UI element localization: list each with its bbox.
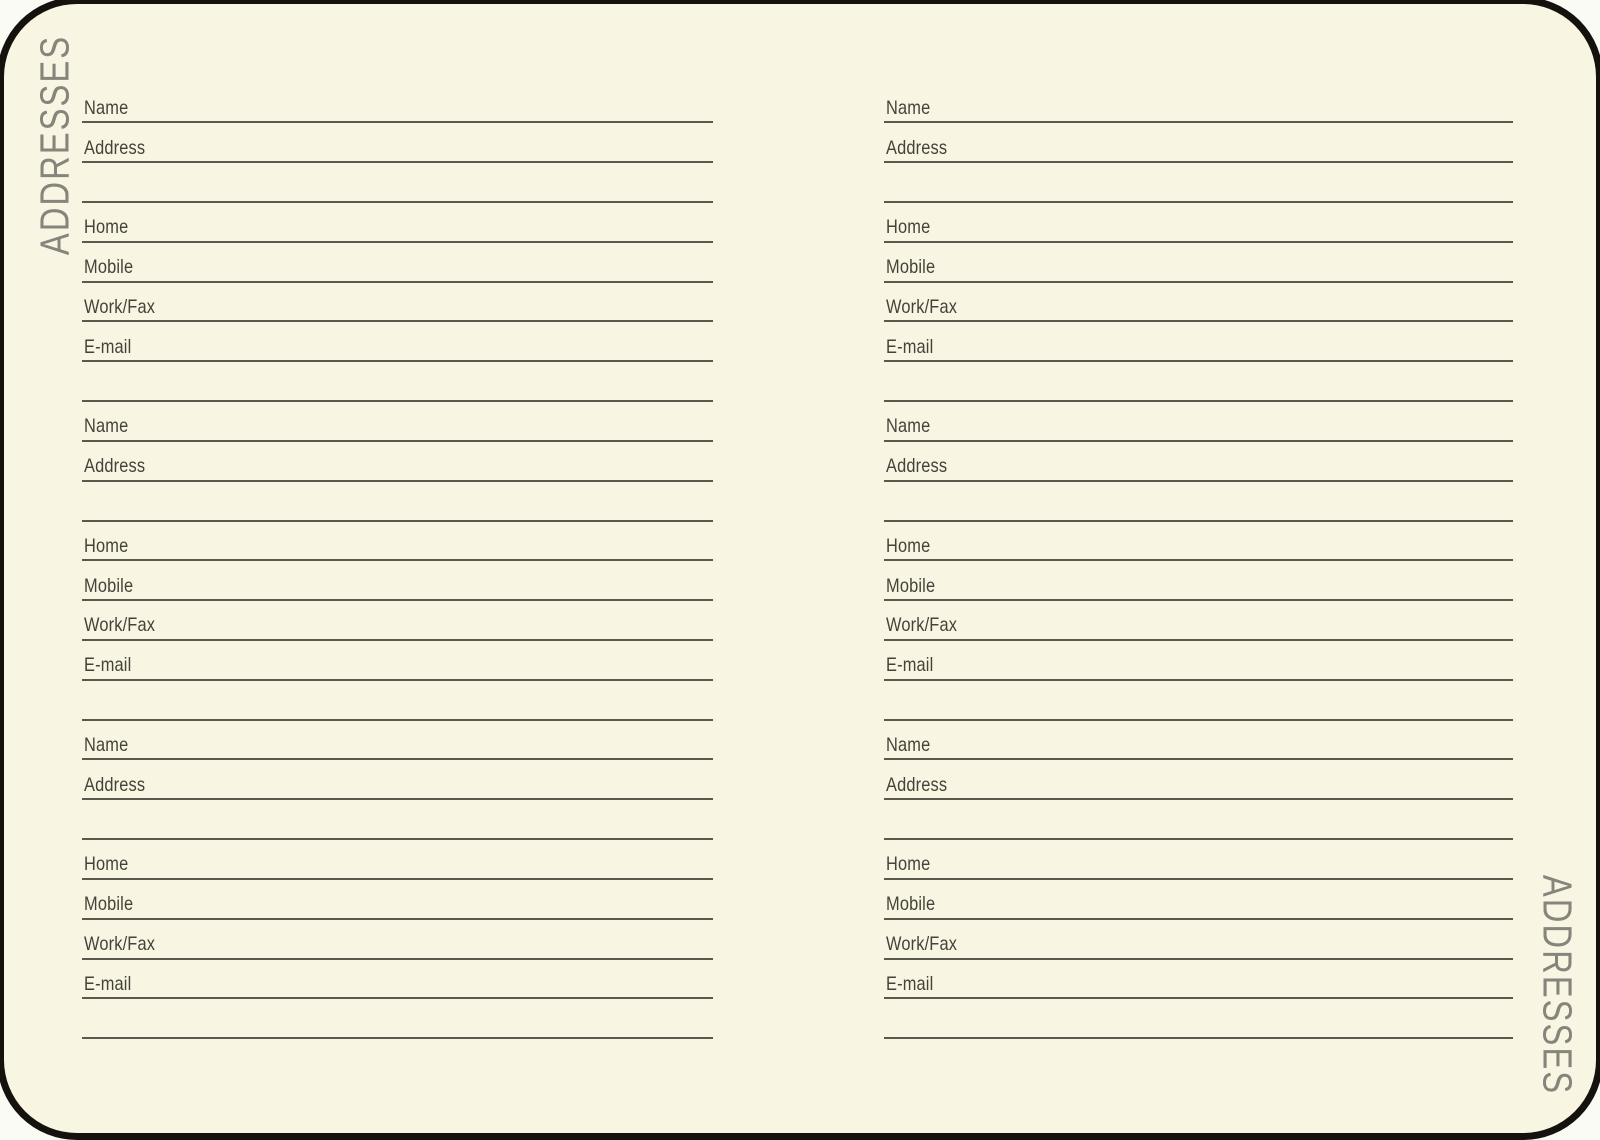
field-label: E-mail (886, 972, 934, 995)
blank-line-row (884, 999, 1513, 1039)
field-label: Work/Fax (886, 933, 958, 956)
field-label: Home (84, 216, 129, 239)
field-row-name (82, 721, 713, 761)
field-row-name (884, 402, 1513, 442)
field-row-work-fax (884, 283, 1513, 323)
blank-line-row (884, 681, 1513, 721)
field-label: Name (886, 96, 931, 119)
field-row-mobile (82, 243, 713, 283)
blank-line-row (884, 163, 1513, 203)
blank-line-row (82, 163, 713, 203)
field-row-name (82, 83, 713, 123)
field-row-e-mail (884, 322, 1513, 362)
field-row-mobile (884, 561, 1513, 601)
field-label: Home (886, 216, 931, 239)
field-row-e-mail (82, 322, 713, 362)
field-row-home (82, 522, 713, 562)
field-row-home (884, 840, 1513, 880)
field-label: E-mail (84, 654, 132, 677)
field-label: E-mail (886, 335, 934, 358)
field-row-address (884, 442, 1513, 482)
field-label: Address (886, 136, 948, 159)
field-label: Name (886, 415, 931, 438)
blank-line-row (884, 800, 1513, 840)
addresses-page-title-right: ADDRESSES (1534, 874, 1581, 1096)
field-label: Mobile (886, 574, 936, 597)
field-row-address (884, 123, 1513, 163)
field-label: Work/Fax (886, 295, 958, 318)
field-row-home (884, 203, 1513, 243)
field-row-mobile (884, 880, 1513, 920)
field-row-address (884, 760, 1513, 800)
field-row-mobile (82, 880, 713, 920)
field-row-home (884, 522, 1513, 562)
field-label: E-mail (84, 972, 132, 995)
field-row-e-mail (82, 960, 713, 1000)
field-label: Name (84, 96, 129, 119)
field-label: Mobile (84, 574, 134, 597)
field-label: Home (886, 853, 931, 876)
field-row-work-fax (82, 920, 713, 960)
field-label: Home (886, 534, 931, 557)
field-row-name (82, 402, 713, 442)
field-row-mobile (82, 561, 713, 601)
field-label: Address (84, 455, 146, 478)
blank-line-row (82, 681, 713, 721)
field-label: Work/Fax (886, 614, 958, 637)
blank-line-row (82, 999, 713, 1039)
field-label: E-mail (84, 335, 132, 358)
field-label: Home (84, 534, 129, 557)
field-label: Work/Fax (84, 933, 156, 956)
field-label: Mobile (84, 256, 134, 279)
field-label: Address (84, 773, 146, 796)
field-row-e-mail (82, 641, 713, 681)
blank-line-row (82, 482, 713, 522)
field-label: Address (886, 773, 948, 796)
field-label: Name (84, 733, 129, 756)
address-column-right (884, 83, 1513, 1039)
field-label: Mobile (886, 893, 936, 916)
field-label: Mobile (84, 893, 134, 916)
field-label: Address (84, 136, 146, 159)
field-row-name (884, 83, 1513, 123)
blank-line-row (884, 482, 1513, 522)
field-row-address (82, 442, 713, 482)
field-label: Name (886, 733, 931, 756)
field-label: Home (84, 853, 129, 876)
field-row-home (82, 840, 713, 880)
blank-line-row (82, 800, 713, 840)
field-row-work-fax (82, 283, 713, 323)
field-row-address (82, 760, 713, 800)
blank-line-row (884, 362, 1513, 402)
field-label: Name (84, 415, 129, 438)
field-label: Address (886, 455, 948, 478)
field-row-work-fax (82, 601, 713, 641)
field-row-work-fax (884, 601, 1513, 641)
field-row-name (884, 721, 1513, 761)
field-label: Work/Fax (84, 295, 156, 318)
field-row-work-fax (884, 920, 1513, 960)
field-label: E-mail (886, 654, 934, 677)
field-row-e-mail (884, 960, 1513, 1000)
blank-line-row (82, 362, 713, 402)
address-column-left (82, 83, 713, 1039)
field-row-address (82, 123, 713, 163)
addresses-page-title-left: ADDRESSES (31, 34, 78, 256)
field-row-home (82, 203, 713, 243)
field-label: Work/Fax (84, 614, 156, 637)
field-row-mobile (884, 243, 1513, 283)
field-row-e-mail (884, 641, 1513, 681)
field-label: Mobile (886, 256, 936, 279)
